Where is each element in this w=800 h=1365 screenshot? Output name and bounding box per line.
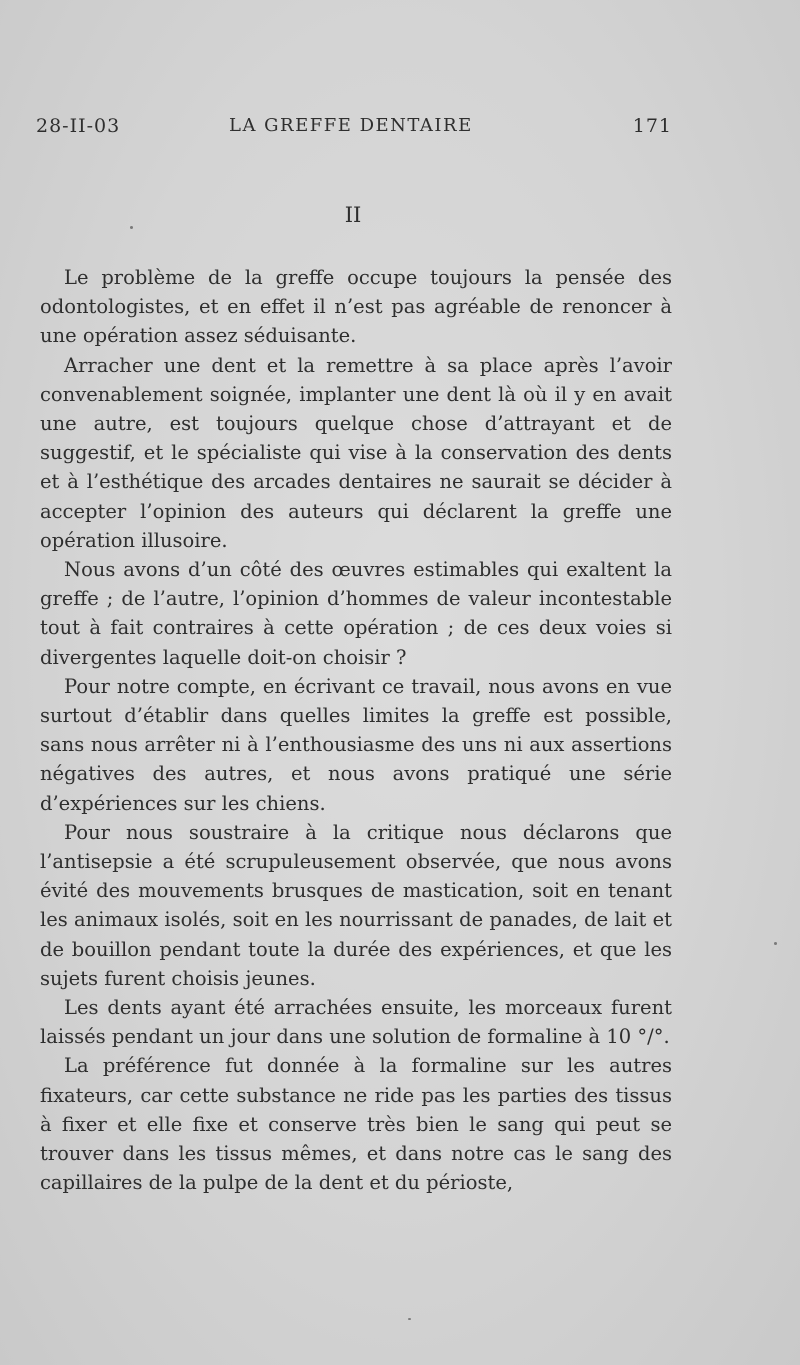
header-date: 28-II-03 (36, 115, 121, 137)
header-running-title: LA GREFFE DENTAIRE (229, 115, 473, 136)
paragraph-5: Pour nous soustraire à la critique nous déclarons que l’antisepsie a été scrupuleusement observée, que nous avons évité des mouvements brusques de mastication, soit en tenant les animaux isolés, soit en les nourrissant de panades, de lait et de bouillon pendant toute la durée des expériences, et que les sujets furent choisis jeunes. (40, 820, 672, 990)
paragraph-2: Arracher une dent et la remettre à sa place après l’avoir convenablement soignée, implanter une dent là où il y en avait une autre, est toujours quelque chose d’attrayant et de suggestif, et le spécialiste qui vise à la conservation des dents et à l’esthétique des arcades dentaires ne saurait se décider à accepter l’opinion des auteurs qui déclarent la greffe une opération illusoire. (40, 353, 672, 552)
paragraph-4: Pour notre compte, en écrivant ce travail, nous avons en vue surtout d’établir dans quelles limites la greffe est possible, sans nous arrêter ni à l’enthousiasme des uns ni aux assertions négatives des autres, et nous avons pratiqué une série d’expériences sur les chiens. (40, 674, 672, 815)
paragraph-6: Les dents ayant été arrachées ensuite, les morceaux furent laissés pendant un jour dans une solution de formaline à 10 °/°. (40, 996, 672, 1049)
paragraph-3: Nous avons d’un côté des œuvres estimables qui exaltent la greffe ; de l’autre, l’opinion d’hommes de valeur incontestable tout à fait contraires à cette opération ; de ces deux voies si divergentes laquelle doit-on choisir ? (40, 558, 672, 669)
paragraph-1: Le problème de la greffe occupe toujours la pensée des odontologistes, et en effet il n’est pas agréable de renoncer à une opération assez séduisante. (40, 266, 672, 348)
paper-speck (774, 942, 777, 945)
paragraph-7: La préférence fut donnée à la formaline sur les autres fixateurs, car cette substance ne ride pas les parties des tissus à fixer et elle fixe et conserve très bien le sang qui peut se trouver dans les tissus mêmes, et dans notre cas le sang des capillaires de la pulpe de la dent et du périoste, (40, 1054, 672, 1195)
section-heading: II (344, 203, 362, 227)
body-text (40, 263, 672, 1198)
running-header (36, 115, 672, 141)
paper-speck (130, 226, 133, 229)
page-number: 171 (632, 115, 672, 137)
paper-speck (408, 1318, 411, 1320)
